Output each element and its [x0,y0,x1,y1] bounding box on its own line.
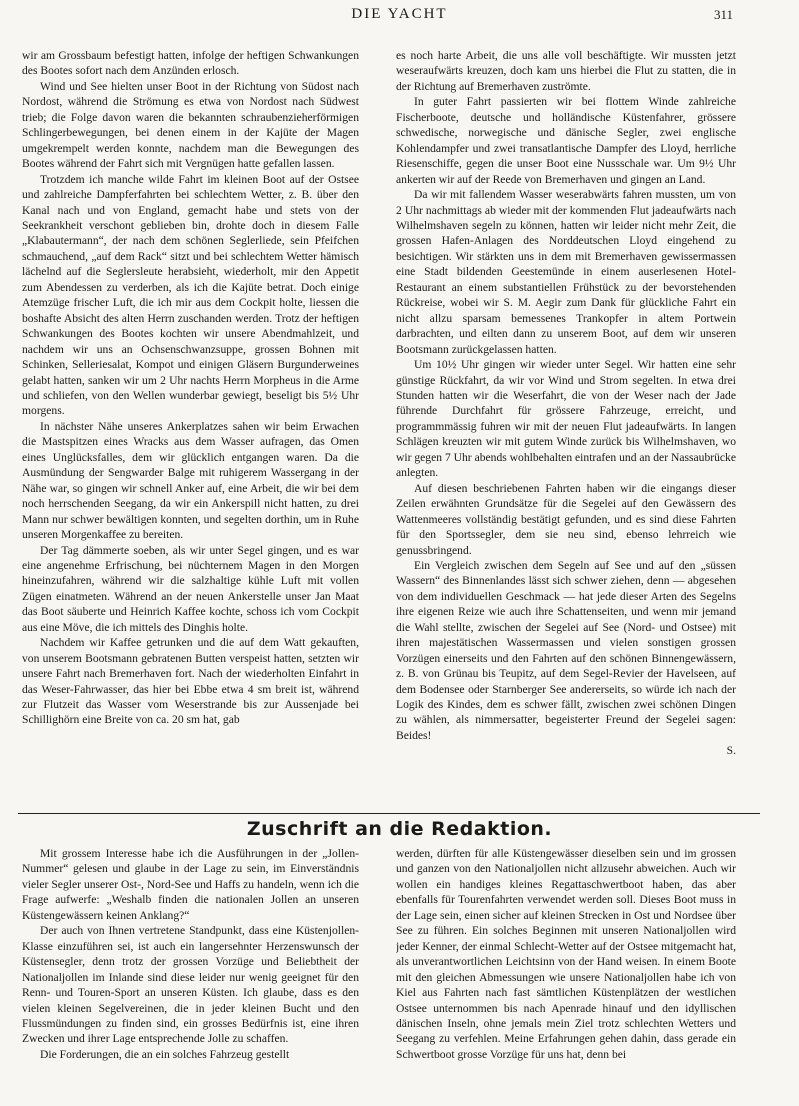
paragraph: In nächster Nähe unseres Ankerplatzes sahen wir beim Erwachen die Mastspitzen eines Wracks aus dem Wasser aufragen, das Omen eines Unglücksfalles, dem wir glücklich entgangen waren. Da die Ausmündung der Sengwarder Balge mit ruhigerem Wassergang in der Nähe war, so gingen wir schnell Anker auf, eine Arbeit, die wir bei dem noch herrschenden Seegang, da wir ein Ankerspill nicht hatten, zu drei Mann nur schwer bewältigen konnten, und segelten dorthin, um in Ruhe unseren Morgenkaffee zu bereiten. [22,419,359,542]
column-bottom-right [396,846,736,1104]
paragraph: Um 10½ Uhr gingen wir wieder unter Segel. Wir hatten eine sehr günstige Rückfahrt, da wir vor Wind und Strom segelten. In etwa drei Stunden hatten wir die Weserfahrt, die von der Weser nach der Jade führende Durchfahrt für grössere Fahrzeuge, erreicht, und programmmässig fuhren wir mit der neuen Flut jadeaufwärts. In langen Schlägen kreuzten wir mit gutem Winde zurück bis Wilhelmshaven, wo wir gegen 7 Uhr abends wohlbehalten eintrafen und an der Nassaubrücke anlegten. [396,358,736,480]
paragraph: Auf diesen beschriebenen Fahrten haben wir die eingangs dieser Zeilen erwähnten Grundsätze für die Segelei auf den Gewässern des Wattenmeeres vollständig bestätigt gefunden, und es sind diese Fahrten für den Sportssegler, dem sie neu sind, ebenso lehrreich wie genussbringend. [396,481,736,557]
page-header [0,0,799,28]
paragraph: Die Forderungen, die an ein solches Fahrzeug gestellt [40,1047,290,1061]
paragraph: Trotzdem ich manche wilde Fahrt im kleinen Boot auf der Ostsee und zahlreiche Dampferfahrten bei schlechtem Wetter, z. B. über den Kanal nach und von England, gemacht habe und stets von der Seekrankheit verschont geblieben bin, drohte doch in diesem Falle „Klabautermann“, der nach dem schönen Seglerliede, sein Pfeifchen schmauchend, „auf dem Rack“ sitzt und bei schlechtem Wetter hämisch lächelnd auf die Seglersleute herabsieht, wiederholt, mir den Appetit zum Abendessen zu verderben, als ich die Kajüte betrat. Doch einige Atemzüge frischer Luft, die ich mir aus dem Cockpit holte, liessen die boshafte Absicht des alten Herrn zuschanden werden. Trotz der heftigen Schwankungen des Bootes kochten wir unsere Abendmahlzeit, und nachdem wir uns an Ochsenschwanzsuppe, grossen Bohnen mit Schinken, Selleriesalat, Kompot und einigen Gläsern Burgunderweines gelabt hatten, sanken wir um 2 Uhr nachts Herrn Morpheus in die Arme und schliefen, von den Wellen wunderbar gewiegt, beseligt bis 5½ Uhr morgens. [22,172,359,418]
paragraph: werden, dürften für alle Küstengewässer dieselben sein und im grossen und ganzen von den Nationaljollen nicht allzusehr abweichen. Auch wir wollen ein handiges kleines Regattaschwertboot haben, das aber ebenfalls für Tourenfahrten verwendet werden soll. Dieses Boot muss in der Lage sein, einen sicher auf kleinen Strecken in Ost und Nordsee über See zu führen. Ein solches Beginnen mit unseren Nationaljollen wird jeder Kenner, der einmal Schlecht-Wetter auf der Ostsee mitgemacht hat, als unverantwortlichen Leichtsinn von der Hand weisen. In einem Boote mit den gleichen Abmessungen wie unsere Nationaljollen habe ich von Kiel aus Fahrten nach fast sämtlichen Küstenplätzen der westlichen Ostsee unternommen bis nach Apenrade hinauf und den idyllischen dänischen Inseln, ohne jemals mein Ziel trotz schlechten Wetters und Seegang zu verfehlen. Meine Erfahrungen gehen dahin, dass gerade ein Schwertboot grosse Vorzüge für uns hat, denn bei [396,847,736,1061]
paragraph: Mit grossem Interesse habe ich die Ausführungen in der „Jollen-Nummer“ gelesen und glaube in der Lage zu sein, im Einverständnis vieler Segler unserer Ost-, Nord-See und Haffs zu handeln, wenn ich die Frage aufwerfe: „Weshalb finden die nationalen Jollen an unseren Küstengewässern keinen Anklang?“ [22,847,359,922]
author-signature: S. [726,744,736,758]
column-bottom-left [22,846,359,1104]
page-number: 311 [713,7,733,22]
paragraph: In guter Fahrt passierten wir bei flottem Winde zahlreiche Fischerboote, deutsche und holländische Küstenfahrer, grössere schwedische, norwegische und dänische Segler, zwei englische Kohlendampfer und zwei transatlantische Dampfer des Lloyd, herrliche Riesenschiffe, gegen die unser Boot eine Nussschale war. Um 9½ Uhr ankerten wir auf der Reede von Bremerhaven und gingen an Land. [396,95,736,186]
paragraph: es noch harte Arbeit, die uns alle voll beschäftigte. Wir mussten jetzt weseraufwärts kreuzen, doch kam uns hierbei die Flut zu statten, die in der Richtung auf Bremerhaven zuströmte. [396,49,736,93]
section-title: Zuschrift an die Redaktion. [246,818,553,840]
paragraph: Nachdem wir Kaffee getrunken und die auf dem Watt gekauften, von unserem Bootsmann gebratenen Butten verspeist hatten, setzten wir unsere Fahrt nach Bremerhaven fort. Nach der wiederholten Einfahrt in das Weser-Fahrwasser, das hier bei Ebbe etwa 4 sm breit ist, während zur Flutzeit das Wasser vom Weserstrande bis zur Aussenjade bei Schillighörn eine Breite von ca. 20 sm hat, gab [22,636,359,727]
paragraph: Der Tag dämmerte soeben, als wir unter Segel gingen, und es war eine angenehme Erfrischung, bei nüchternem Magen in den Morgen hineinzufahren, während wir die salzhaltige kühle Luft mit vollen Zügen einatmeten. Während an der neuen Ankerstelle unser Jan Maat das Boot säuberte und Heinrich Kaffee kochte, schoss ich vom Cockpit aus eine Möve, die ich mittels des Dinghis holte. [22,543,359,634]
paragraph: wir am Grossbaum befestigt hatten, infolge der heftigen Schwankungen des Bootes sofort nach dem Anzünden erlosch. [22,49,359,78]
paragraph: Der auch von Ihnen vertretene Standpunkt, dass eine Küstenjollen-Klasse einzuführen sei, ist auch ein langersehnter Herzenswunsch der Küstensegler, denn trotz der grossen Vorzüge und Beliebtheit der Nationaljollen im Inlande sind diese leider nur wenig geeignet für den Renn- und Touren-Sport an unseren Küsten. Ich glaube, dass es den vielen kleinen Segelvereinen, die in jeder kleinen Bucht und den Flussmündungen zu finden sind, ein grosses Bedürfnis ist, eine ihren Zwecken und ihrer Lage entsprechende Jolle zu schaffen. [22,924,359,1046]
column-top-right [396,48,736,808]
paragraph: Ein Vergleich zwischen dem Segeln auf See und auf den „süssen Wassern“ des Binnenlandes lässt sich schwer ziehen, denn — abgesehen von dem individuellen Geschmack — hat jede dieser Arten des Segelns ihre eigenen Reize wie auch ihre Schattenseiten, und wenn mir jemand die Wahl stellte, zwischen der Segelei auf See (Nord- und Ostsee) mit ihren majestätischen Wassermassen und vielen sonstigen grossen Vorzügen einerseits und den Fahrten auf den schönen Binnengewässern, z. B. von Grünau bis Teupitz, auf dem Segel-Revier der Havelseen, auf dem Bodensee oder Starnberger See andererseits, so würde ich nach der Logik des Kindes, dem es schwer fällt, zwischen zwei schönen Dingen zu wählen, als nimmersatter, begeisterter Freund der Segelei sagen: Beides! [396,558,736,742]
column-top-left [22,48,359,808]
section-divider [18,813,760,814]
running-title: DIE YACHT [351,6,448,22]
paragraph: Wind und See hielten unser Boot in der Richtung von Südost nach Nordost, während die Strömung es etwa von Nordost nach Südwest trieb; die Folge davon waren die bekannten schraubenzieherförmigen Schlingerbewegungen, bei denen einem in der Kajüte der Magen umgekrempelt werden konnte, nachdem man die Bewegungen des Bootes während der Fahrt sich mit Vergnügen hatte gefallen lassen. [22,79,359,171]
paragraph: Da wir mit fallendem Wasser weserabwärts fahren mussten, um von 2 Uhr nachmittags ab wieder mit der kommenden Flut jadeaufwärts nach Wilhelmshaven segeln zu können, hatten wir leider nicht mehr Zeit, die grossen Hafen-Anlagen des Norddeutschen Lloyd eingehend zu besichtigen. Wir stärkten uns in dem mit Bremerhaven gewissermassen eine Stadt bildenden Geestemünde in einem auserlesenen Hotel-Restaurant an einem substantiellen Frühstück zu der bevorstehenden Rückreise, wobei wir S. M. Aegir zum Dank für glückliche Fahrt ein nicht allzu sparsam bemessenes Trankopfer in altem Portwein darbrachten, und eilten dann zu unserem Boot, auf dem wir unseren Bootsmann zurückgelassen hatten. [396,188,736,356]
